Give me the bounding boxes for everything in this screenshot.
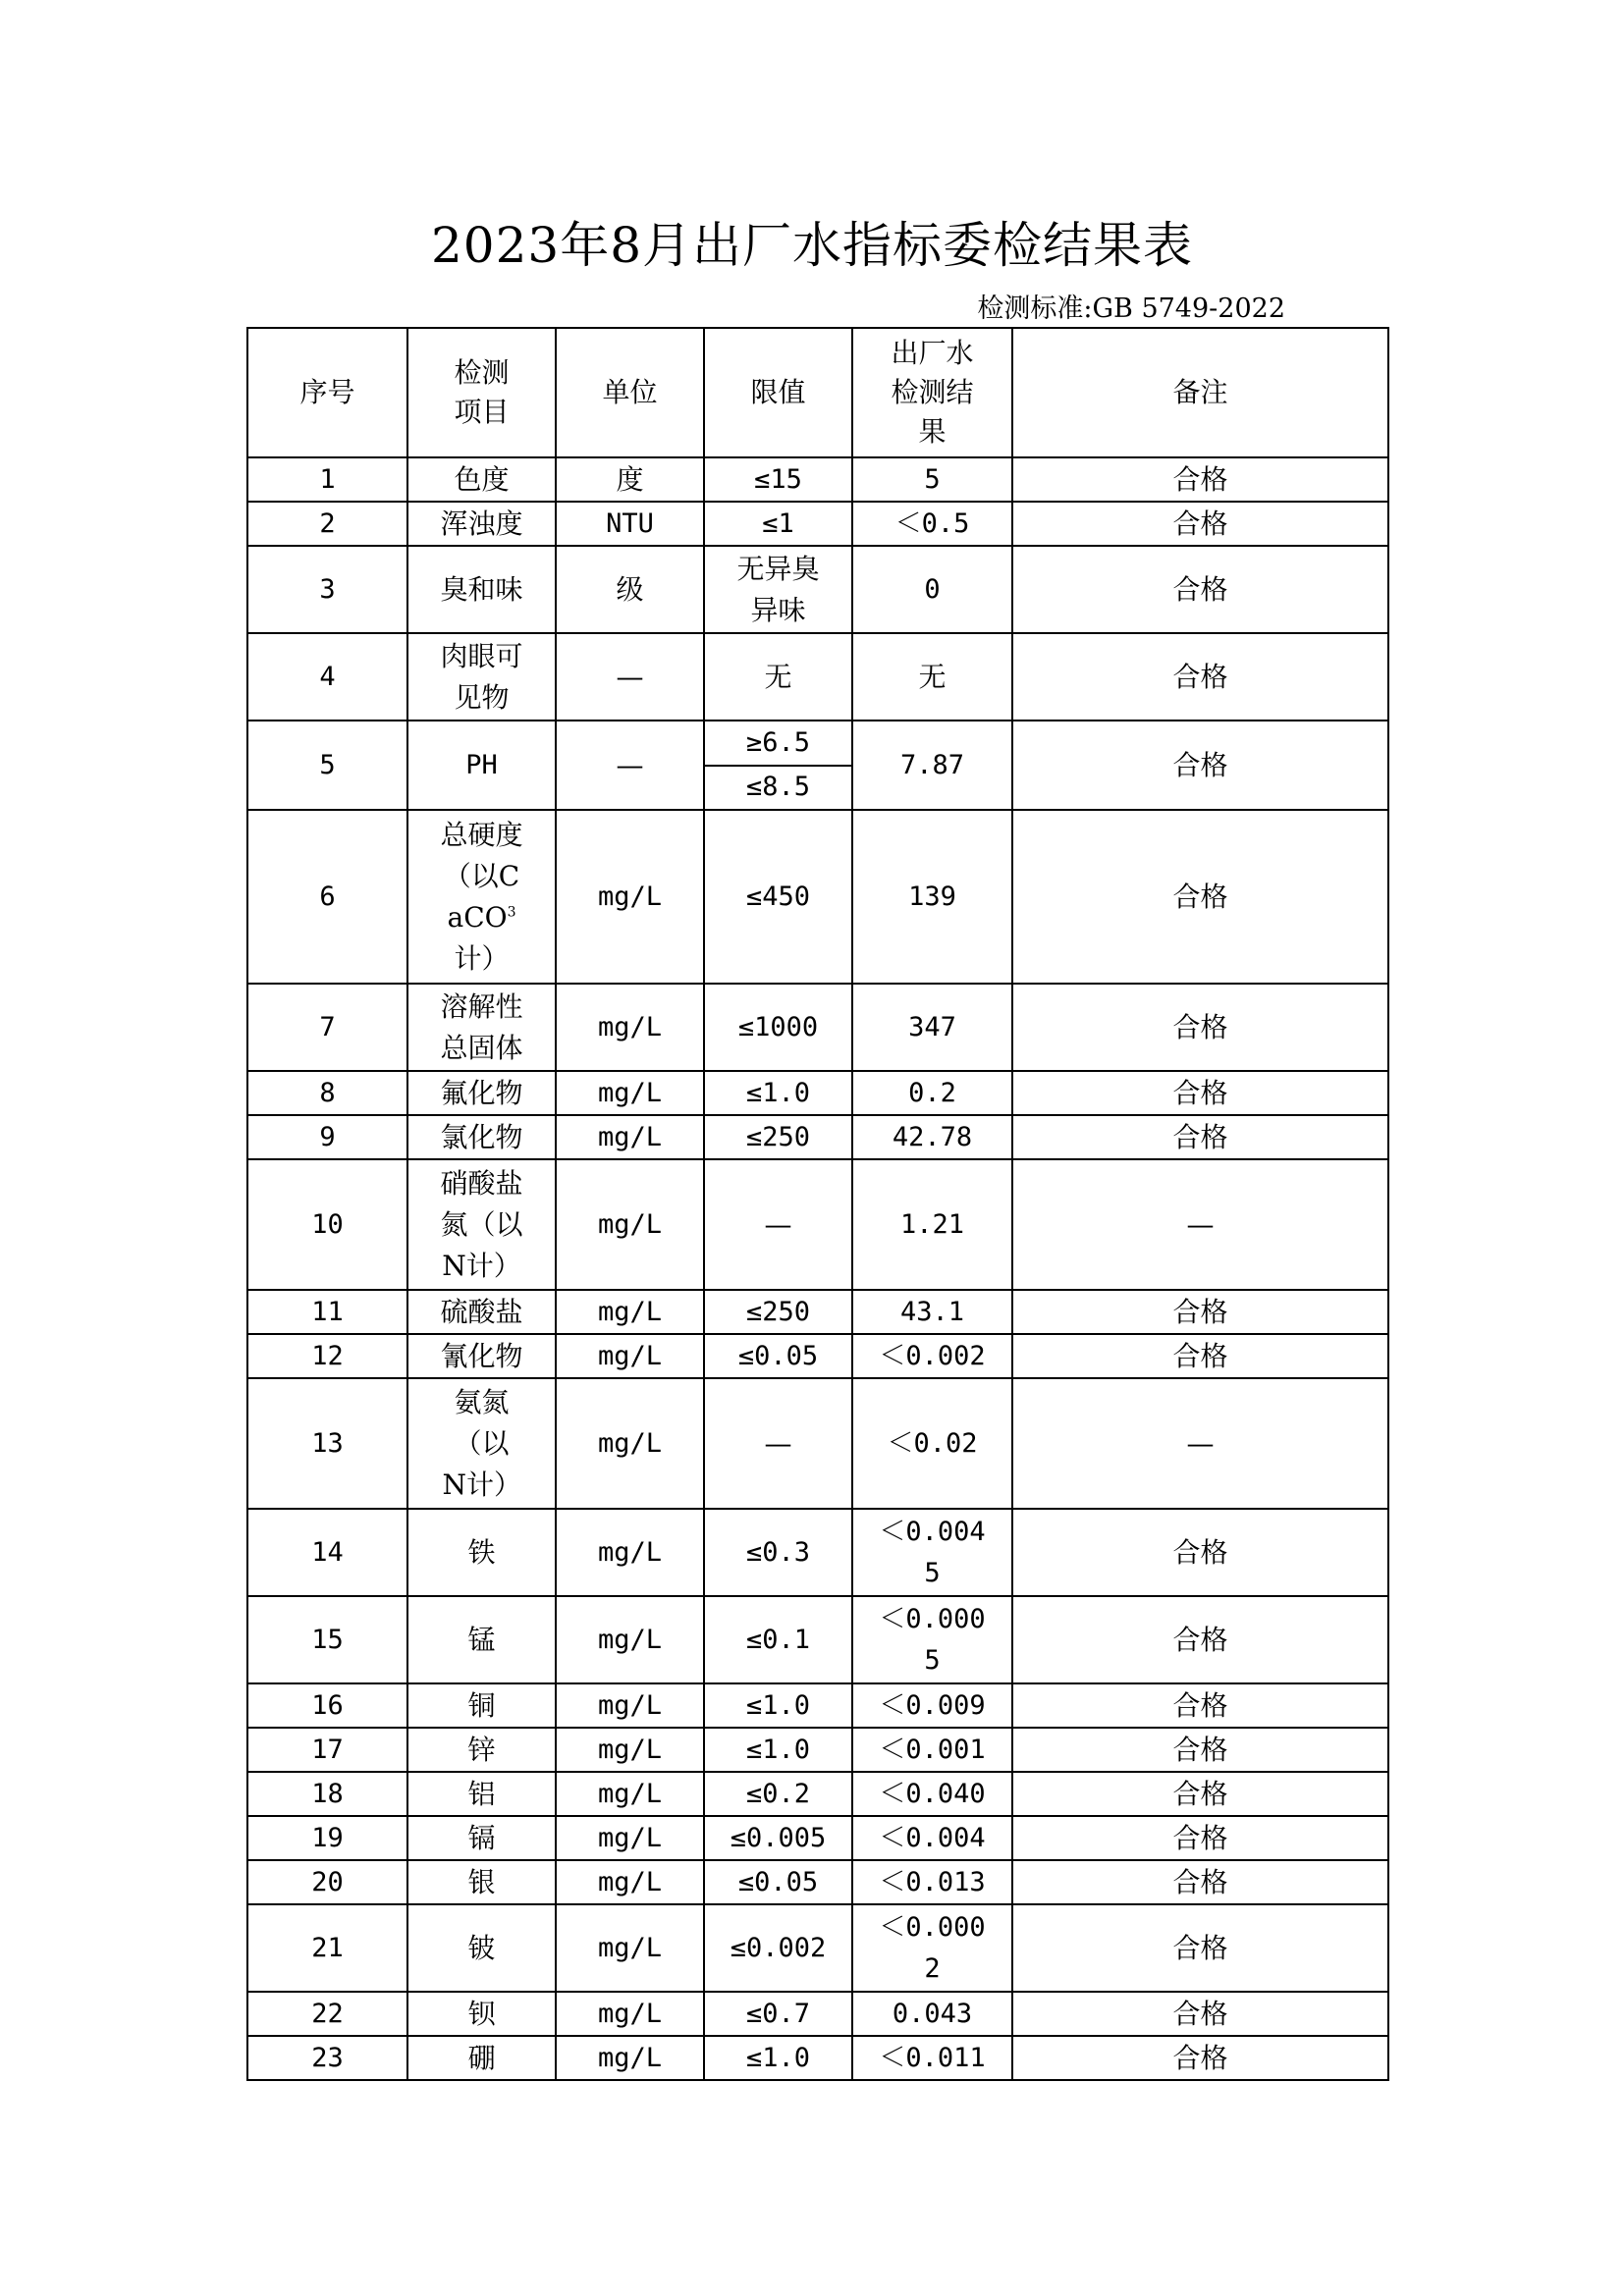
cell-item: 臭和味 (407, 546, 556, 633)
cell-limit: ≤0.3 (704, 1509, 852, 1596)
header-item: 检测项目 (407, 328, 556, 457)
table-row (247, 1378, 1388, 1509)
cell-limit (704, 721, 852, 810)
cell-note: 合格 (1012, 1683, 1388, 1728)
cell-unit: mg/L (556, 1596, 704, 1683)
cell-note: 合格 (1012, 1115, 1388, 1159)
cell-note: 合格 (1012, 1071, 1388, 1115)
cell-note: 合格 (1012, 546, 1388, 633)
cell-result: ＜0.004 (852, 1816, 1012, 1860)
cell-result: 5 (852, 457, 1012, 502)
table-row (247, 984, 1388, 1071)
cell-result: 347 (852, 984, 1012, 1071)
table-row (247, 1159, 1388, 1290)
cell-unit: mg/L (556, 1290, 704, 1334)
cell-item: PH (407, 721, 556, 810)
cell-item: 色度 (407, 457, 556, 502)
cell-limit: ≤1.0 (704, 1683, 852, 1728)
test-standard: 检测标准:GB 5749-2022 (977, 294, 1285, 324)
cell-no: 21 (247, 1904, 407, 1992)
cell-unit: mg/L (556, 1378, 704, 1509)
cell-no: 4 (247, 633, 407, 721)
cell-limit: ≤1.0 (704, 1728, 852, 1772)
header-limit: 限值 (704, 328, 852, 457)
cell-result: ＜0.013 (852, 1860, 1012, 1904)
table-row (247, 1683, 1388, 1728)
cell-unit: 度 (556, 457, 704, 502)
cell-limit: ≤0.005 (704, 1816, 852, 1860)
cell-limit: ≤1.0 (704, 1071, 852, 1115)
cell-result: ＜0.0045 (852, 1509, 1012, 1596)
table-row (247, 1728, 1388, 1772)
cell-item: 铁 (407, 1509, 556, 1596)
cell-result: 7.87 (852, 721, 1012, 810)
table-row (247, 1816, 1388, 1860)
cell-item: 浑浊度 (407, 502, 556, 546)
cell-result: ＜0.02 (852, 1378, 1012, 1509)
cell-result: ＜0.0002 (852, 1904, 1012, 1992)
cell-unit: mg/L (556, 1683, 704, 1728)
cell-limit: 无 (704, 633, 852, 721)
cell-limit: ≤1 (704, 502, 852, 546)
cell-no: 9 (247, 1115, 407, 1159)
table-row (247, 546, 1388, 633)
cell-result: ＜0.011 (852, 2036, 1012, 2080)
cell-unit: mg/L (556, 1071, 704, 1115)
cell-item: 硼 (407, 2036, 556, 2080)
cell-unit: NTU (556, 502, 704, 546)
cell-no: 20 (247, 1860, 407, 1904)
cell-unit: mg/L (556, 1816, 704, 1860)
cell-unit: mg/L (556, 1509, 704, 1596)
item-text-b: 计） (454, 941, 510, 975)
cell-note: 合格 (1012, 1290, 1388, 1334)
table-row (247, 1115, 1388, 1159)
cell-limit: ≤0.1 (704, 1596, 852, 1683)
cell-note: 合格 (1012, 1816, 1388, 1860)
cell-limit: ≤1000 (704, 984, 852, 1071)
cell-unit: — (556, 721, 704, 810)
item-subscript: 3 (507, 904, 516, 921)
cell-note: 合格 (1012, 502, 1388, 546)
cell-limit: — (704, 1378, 852, 1509)
cell-unit: mg/L (556, 1904, 704, 1992)
cell-no: 2 (247, 502, 407, 546)
cell-note: 合格 (1012, 1334, 1388, 1378)
cell-item: 铍 (407, 1904, 556, 1992)
cell-limit: ≤1.0 (704, 2036, 852, 2080)
cell-item: 氨氮（以N计） (407, 1378, 556, 1509)
table-row (247, 1334, 1388, 1378)
cell-no: 19 (247, 1816, 407, 1860)
table-row (247, 1509, 1388, 1596)
cell-no: 5 (247, 721, 407, 810)
cell-unit: mg/L (556, 2036, 704, 2080)
cell-note: 合格 (1012, 457, 1388, 502)
cell-limit: ≤15 (704, 457, 852, 502)
cell-limit: ≤0.7 (704, 1992, 852, 2036)
cell-result: 0 (852, 546, 1012, 633)
cell-no: 23 (247, 2036, 407, 2080)
cell-note: — (1012, 1378, 1388, 1509)
cell-no: 11 (247, 1290, 407, 1334)
table-row (247, 721, 1388, 810)
cell-note: 合格 (1012, 1992, 1388, 2036)
table-row (247, 1290, 1388, 1334)
cell-unit: mg/L (556, 1772, 704, 1816)
cell-unit: — (556, 633, 704, 721)
cell-limit: ≤0.2 (704, 1772, 852, 1816)
table-row (247, 1071, 1388, 1115)
cell-no: 8 (247, 1071, 407, 1115)
cell-result: 0.2 (852, 1071, 1012, 1115)
cell-note: 合格 (1012, 984, 1388, 1071)
page-title: 2023年8月出厂水指标委检结果表 (430, 217, 1194, 274)
cell-unit: mg/L (556, 1334, 704, 1378)
cell-limit: ≤450 (704, 810, 852, 984)
header-unit: 单位 (556, 328, 704, 457)
cell-item: 硝酸盐氮（以N计） (407, 1159, 556, 1290)
cell-limit: ≤0.05 (704, 1860, 852, 1904)
cell-item: 铜 (407, 1683, 556, 1728)
cell-no: 22 (247, 1992, 407, 2036)
cell-note: — (1012, 1159, 1388, 1290)
cell-result: ＜0.040 (852, 1772, 1012, 1816)
cell-no: 15 (247, 1596, 407, 1683)
cell-no: 3 (247, 546, 407, 633)
cell-no: 10 (247, 1159, 407, 1290)
header-no: 序号 (247, 328, 407, 457)
table-row (247, 1904, 1388, 1992)
cell-note: 合格 (1012, 1728, 1388, 1772)
table-row (247, 1860, 1388, 1904)
cell-unit: mg/L (556, 810, 704, 984)
cell-unit: mg/L (556, 1860, 704, 1904)
cell-no: 16 (247, 1683, 407, 1728)
cell-unit: 级 (556, 546, 704, 633)
cell-note: 合格 (1012, 721, 1388, 810)
cell-note: 合格 (1012, 1596, 1388, 1683)
item-text-a: 总硬度（以CaCO (440, 818, 523, 934)
results-table (246, 327, 1389, 2081)
cell-result: 43.1 (852, 1290, 1012, 1334)
cell-result: ＜0.001 (852, 1728, 1012, 1772)
cell-no: 14 (247, 1509, 407, 1596)
table-row (247, 1772, 1388, 1816)
cell-item (407, 810, 556, 984)
cell-item: 氟化物 (407, 1071, 556, 1115)
cell-note: 合格 (1012, 810, 1388, 984)
limit-lower: ≥6.5 (745, 726, 811, 758)
cell-result: ＜0.0005 (852, 1596, 1012, 1683)
cell-limit: ≤0.05 (704, 1334, 852, 1378)
cell-item: 锌 (407, 1728, 556, 1772)
cell-result: ＜0.5 (852, 502, 1012, 546)
cell-item: 镉 (407, 1816, 556, 1860)
table-row (247, 2036, 1388, 2080)
cell-no: 1 (247, 457, 407, 502)
cell-result: 0.043 (852, 1992, 1012, 2036)
cell-note: 合格 (1012, 1772, 1388, 1816)
cell-unit: mg/L (556, 1115, 704, 1159)
cell-limit: ≤250 (704, 1290, 852, 1334)
cell-unit: mg/L (556, 1159, 704, 1290)
cell-unit: mg/L (556, 1992, 704, 2036)
table-row (247, 457, 1388, 502)
cell-item: 硫酸盐 (407, 1290, 556, 1334)
cell-limit: ≤250 (704, 1115, 852, 1159)
cell-no: 7 (247, 984, 407, 1071)
cell-no: 13 (247, 1378, 407, 1509)
cell-note: 合格 (1012, 1860, 1388, 1904)
table-row (247, 633, 1388, 721)
cell-limit: 无异臭异味 (704, 546, 852, 633)
table-row (247, 1992, 1388, 2036)
cell-no: 18 (247, 1772, 407, 1816)
cell-result: ＜0.009 (852, 1683, 1012, 1728)
cell-unit: mg/L (556, 984, 704, 1071)
cell-item: 氰化物 (407, 1334, 556, 1378)
cell-item: 钡 (407, 1992, 556, 2036)
table-row (247, 502, 1388, 546)
cell-note: 合格 (1012, 1904, 1388, 1992)
cell-no: 17 (247, 1728, 407, 1772)
limit-upper: ≤8.5 (705, 765, 851, 810)
cell-limit: ≤0.002 (704, 1904, 852, 1992)
table-header-row (247, 328, 1388, 457)
header-result: 出厂水检测结果 (852, 328, 1012, 457)
cell-item: 锰 (407, 1596, 556, 1683)
cell-note: 合格 (1012, 2036, 1388, 2080)
cell-unit: mg/L (556, 1728, 704, 1772)
cell-note: 合格 (1012, 633, 1388, 721)
cell-item: 铝 (407, 1772, 556, 1816)
table-row (247, 1596, 1388, 1683)
cell-item: 银 (407, 1860, 556, 1904)
header-note: 备注 (1012, 328, 1388, 457)
cell-result: 无 (852, 633, 1012, 721)
cell-note: 合格 (1012, 1509, 1388, 1596)
table-row (247, 810, 1388, 984)
cell-no: 6 (247, 810, 407, 984)
cell-result: ＜0.002 (852, 1334, 1012, 1378)
cell-result: 42.78 (852, 1115, 1012, 1159)
cell-no: 12 (247, 1334, 407, 1378)
cell-item: 溶解性总固体 (407, 984, 556, 1071)
cell-result: 139 (852, 810, 1012, 984)
cell-result: 1.21 (852, 1159, 1012, 1290)
cell-limit: — (704, 1159, 852, 1290)
cell-item: 肉眼可见物 (407, 633, 556, 721)
cell-item: 氯化物 (407, 1115, 556, 1159)
